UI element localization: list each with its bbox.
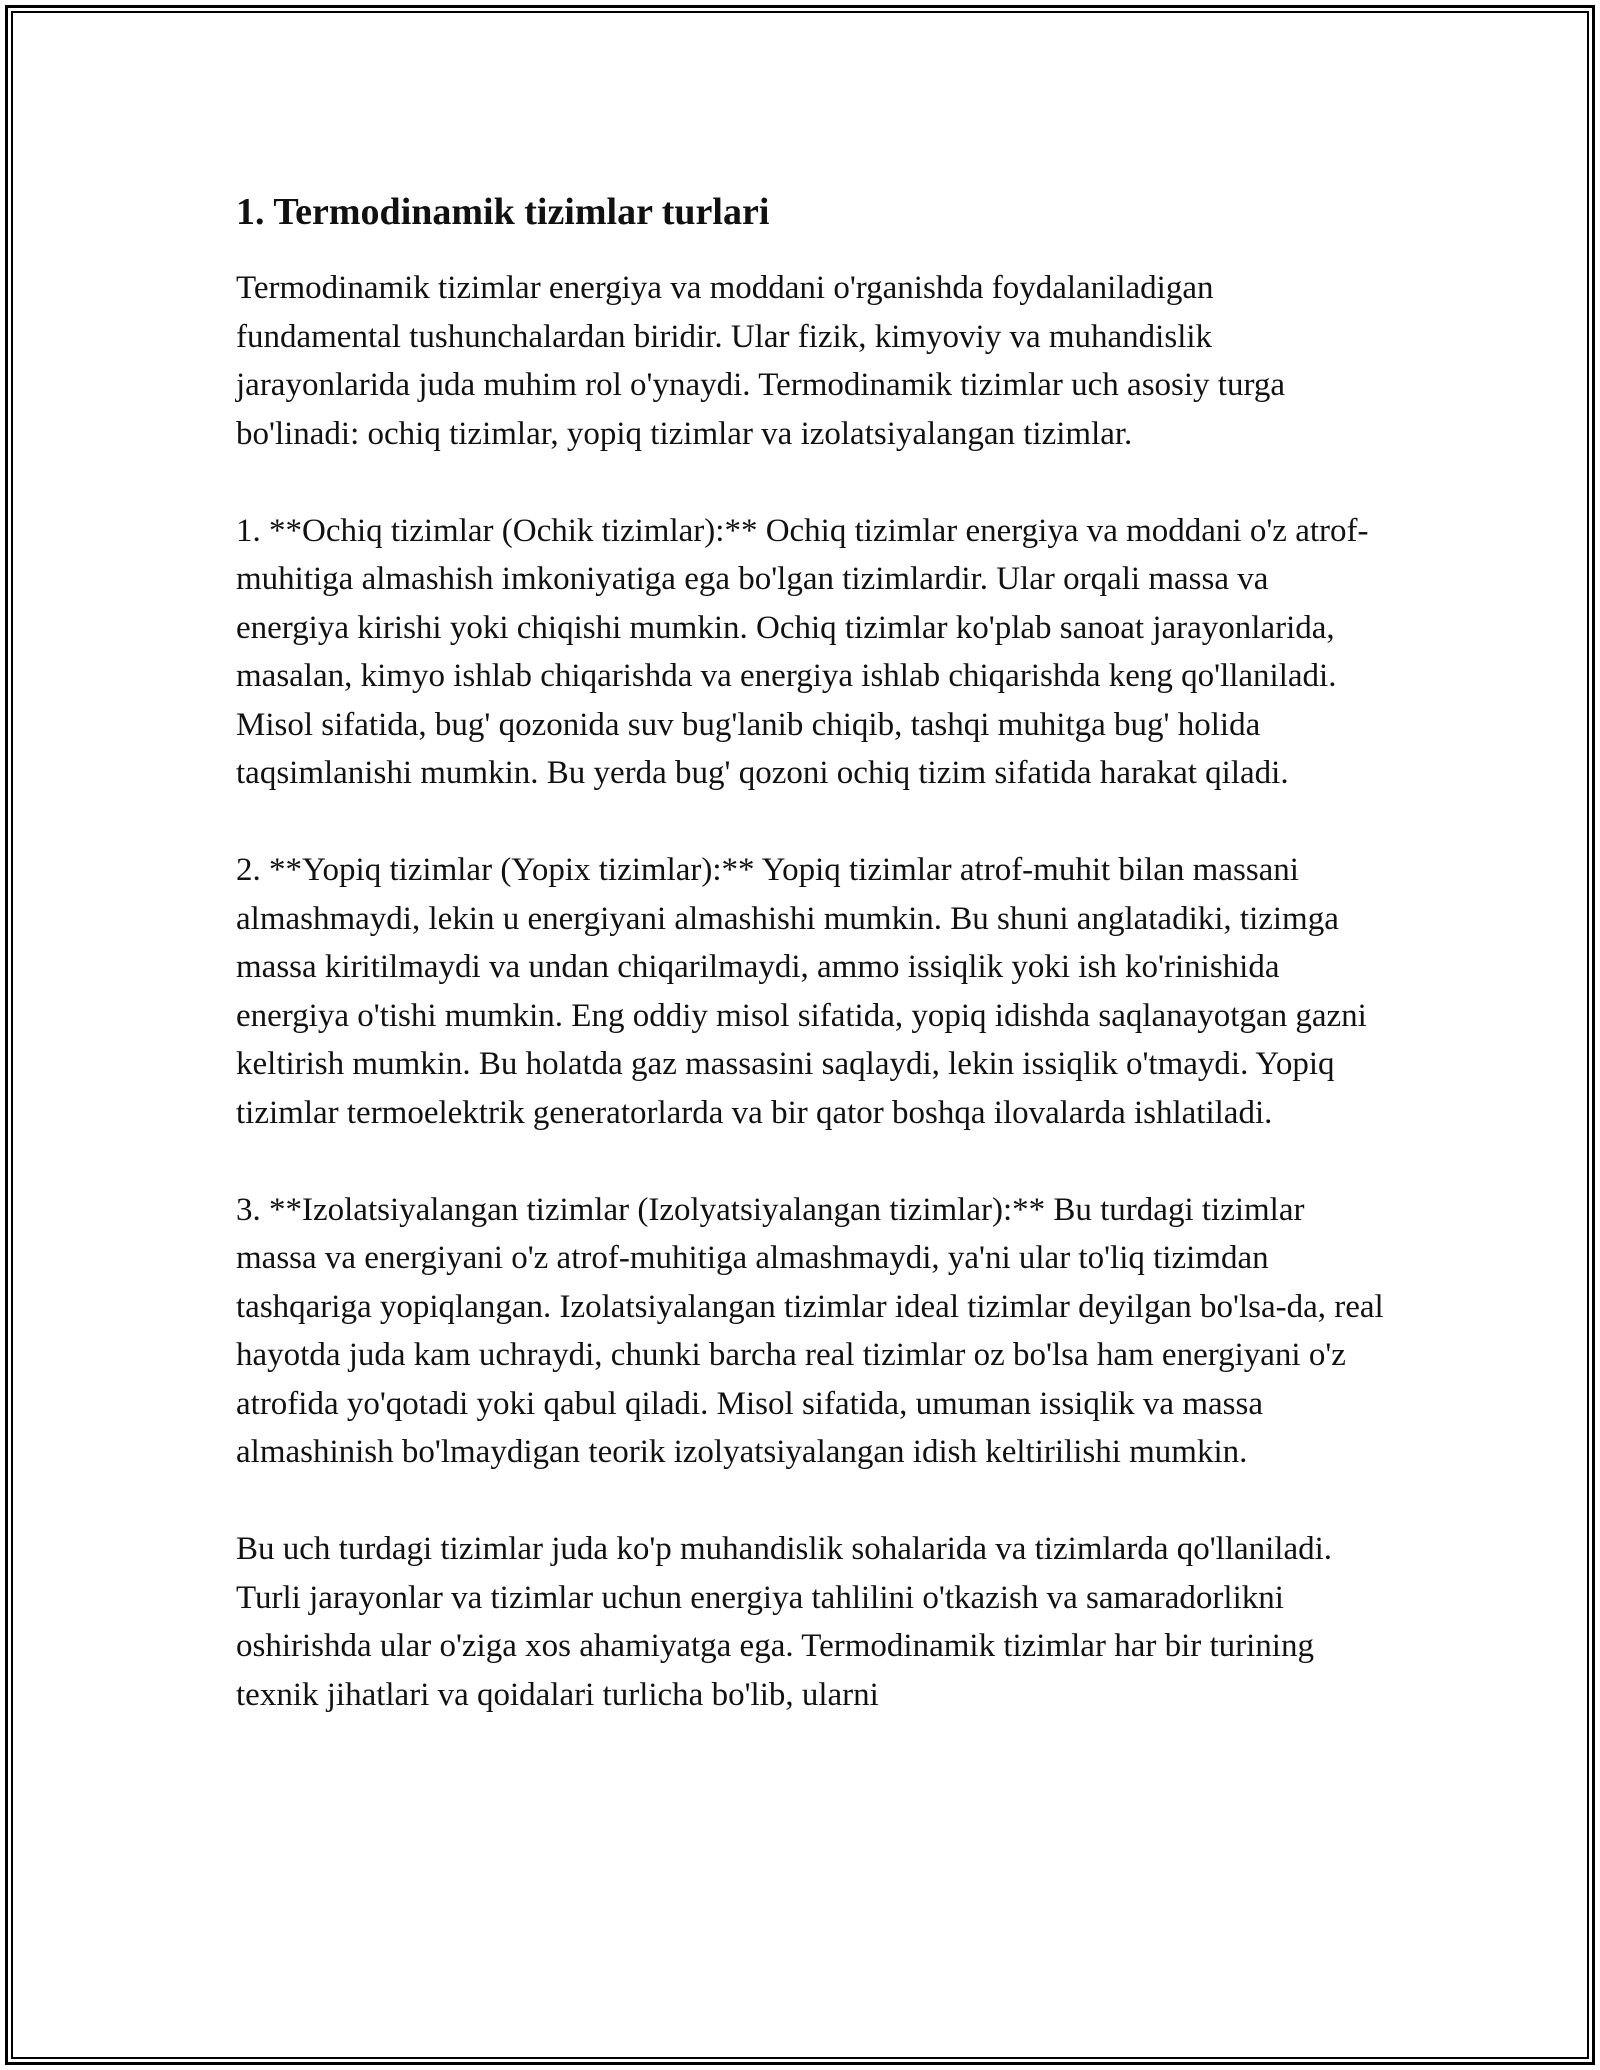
intro-paragraph: Termodinamik tizimlar energiya va moddani o'rganishda foydalaniladigan fundamental tushunchalardan biridir. Ular fizik, kimyoviy va muhandislik jarayonlarida juda muhim rol o'ynaydi. Termodinamik tizimlar uch asosiy turga bo'linadi: ochiq tizimlar, yopiq tizimlar va izolatsiyalangan tizimlar. — [236, 270, 1286, 452]
closed-systems-paragraph: 2. **Yopiq tizimlar (Yopix tizimlar):** Yopiq tizimlar atrof-muhit bilan massani almashmaydi, lekin u energiyani almashishi mumkin. Bu shuni anglatadiki, tizimga massa kiritilmaydi va undan chiqarilmaydi, ammo issiqlik yoki ish ko'rinishida energiya o'tishi mumkin. Eng oddiy misol sifatida, yopiq idishda saqlanayotgan gazni keltirish mumkin. Bu holatda gaz massasini saqlaydi, lekin issiqlik o'tmaydi. Yopiq tizimlar termoelektrik generatorlarda va bir qator boshqa ilovalarda ishlatiladi. — [236, 852, 1367, 1131]
isolated-systems-paragraph: 3. **Izolatsiyalangan tizimlar (Izolyatsiyalangan tizimlar):** Bu turdagi tizimlar massa va energiyani o'z atrof-muhitiga almashmaydi, ya'ni ular to'liq tizimdan tashqariga yopiqlangan. Izolatsiyalangan tizimlar ideal tizimlar deyilgan bo'lsa-da, real hayotda juda kam uchraydi, chunki barcha real tizimlar oz bo'lsa ham energiyani o'z atrofida yo'qotadi yoki qabul qiladi. Misol sifatida, umuman issiqlik va massa almashinish bo'lmaydigan teorik izolyatsiyalangan idish keltirilishi mumkin. — [236, 1191, 1384, 1470]
summary-paragraph: Bu uch turdagi tizimlar juda ko'p muhandislik sohalarida va tizimlarda qo'llaniladi. Turli jarayonlar va tizimlar uchun energiya tahlilini o'tkazish va samaradorlikni oshirishda ular o'ziga xos ahamiyatga ega. Termodinamik tizimlar har bir turining texnik jihatlari va qoidalari turlicha bo'lib, ularni — [236, 1531, 1333, 1713]
section-heading: 1. Termodinamik tizimlar turlari — [236, 191, 770, 233]
document-body — [236, 186, 1384, 1768]
open-systems-paragraph: 1. **Ochiq tizimlar (Ochik tizimlar):** Ochiq tizimlar energiya va moddani o'z atrof-muhitiga almashish imkoniyatiga ega bo'lgan tizimlardir. Ular orqali massa va energiya kirishi yoki chiqishi mumkin. Ochiq tizimlar ko'plab sanoat jarayonlarida, masalan, kimyo ishlab chiqarishda va energiya ishlab chiqarishda keng qo'llaniladi. Misol sifatida, bug' qozonida suv bug'lanib chiqib, tashqi muhitga bug' holida taqsimlanishi mumkin. Bu yerda bug' qozoni ochiq tizim sifatida harakat qiladi. — [236, 512, 1369, 791]
